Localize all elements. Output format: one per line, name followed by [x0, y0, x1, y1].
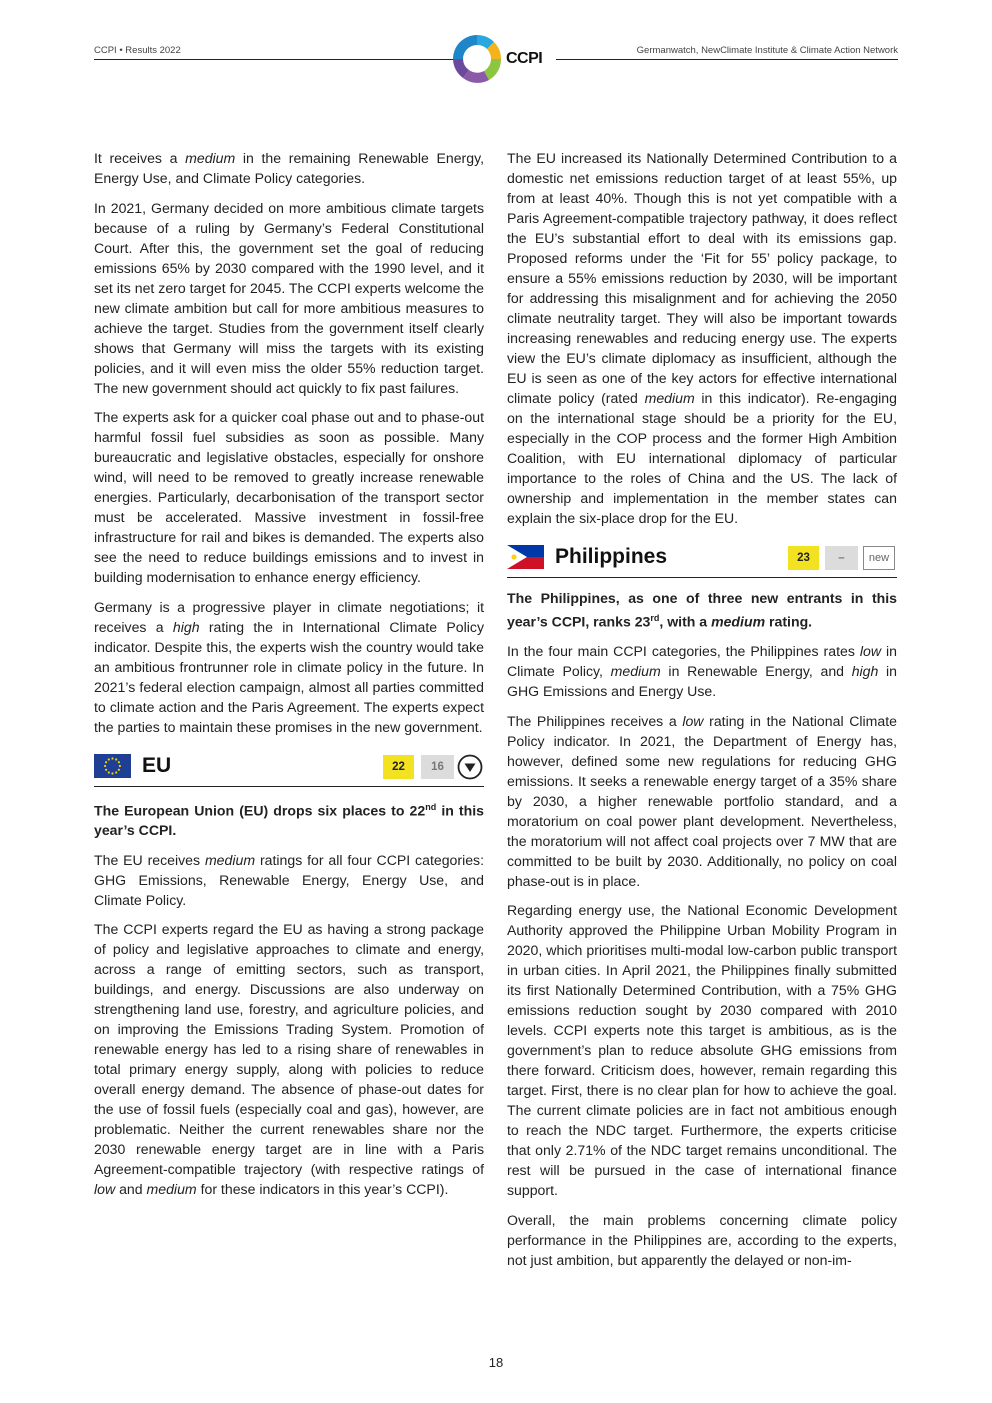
new-entrant-badge: new	[863, 546, 895, 570]
country-lead: The European Union (EU) drops six places to 22nd in this year’s CCPI.	[94, 801, 484, 839]
eu-flag-icon	[94, 754, 131, 778]
country-header-philippines	[507, 545, 897, 578]
header-divider-left	[94, 59, 456, 60]
previous-rank-badge: –	[825, 546, 858, 570]
paragraph: The CCPI experts regard the EU as having a strong package of policy and legislative approaches to climate and energy, across a range of emitting sectors, such as transport, buildings, and energy. Discussions are also underway on strengthening land use, forestry, and agriculture policies, and on improving the Emissions Trading System. Promotion of renewable energy has led to a rising share of renewables in total primary energy supply, along with policies to reduce overall energy demand. The absence of phase-out dates for the use of fossil fuels (especially coal and gas), however, are problematic. Neither the current renewables share nor the 2030 renewable energy target are in line with a Paris Agreement-compatible trajectory (with respective ratings of low and medium for these indicators in this year’s CCPI).	[94, 921, 484, 1198]
country-header-eu	[94, 754, 484, 787]
rank-badge: 22	[383, 755, 414, 779]
paragraph: The EU receives medium ratings for all four CCPI categories: GHG Emissions, Renewable Energy, Energy Use, and Climate Policy.	[94, 851, 484, 908]
paragraph: Regarding energy use, the National Economic Development Authority approved the Philippine Urban Mobility Program in 2020, which prioritises multi-modal low-carbon public transport in urban cities. In April 2021, the Philippines finally submitted its first Nationally Determined Contribution, with a 75% GHG emissions reduction sought by 2030 compared with 2010 levels. CCPI experts note this target is ambitious, as is the government’s plan to reduce absolute GHG emissions from there forward. Criticism does, however, remain regarding this target. First, there is no clear plan for how to achieve the goal. The current climate policies are in fact not ambitious enough to reach the NDC target. Furthermore, the experts criticise that only 2.71% of the NDC target remains unconditional. The rest will be pursued in the case of international finance support.	[507, 902, 897, 1199]
paragraph: In 2021, Germany decided on more ambitious climate targets because of a ruling by Germany’s Federal Constitutional Court. After this, the government set the goal of reducing emissions 65% by 2030 compared with the 1990 level, and it set its net zero target for 2045. The CCPI experts welcome the new climate ambition but call for more ambitious measures to achieve the target. Studies from the government itself clearly shows that Germany will miss the targets with its existing policies, and it will even miss the older 55% reduction target. The new government should act quickly to fix past failures.	[94, 199, 484, 396]
paragraph: Overall, the main problems concerning climate policy performance in the Philippines are, according to the experts, not just ambition, but apparently the delayed or non-im-	[507, 1211, 897, 1268]
header-left-text: CCPI • Results 2022	[94, 45, 181, 56]
header-divider-right	[556, 59, 898, 60]
right-column	[507, 148, 897, 1279]
country-lead: The Philippines, as one of three new entrants in this year’s CCPI, ranks 23rd, with a medium rating.	[507, 590, 897, 630]
philippines-flag-icon	[507, 545, 544, 569]
previous-rank-badge: 16	[421, 755, 454, 779]
paragraph: Germany is a progressive player in climate negotiations; it receives a high rating the in International Climate Policy indicator. Despite this, the experts wish the country would take an ambitious frontrunner role in climate policy in the future. In 2021’s federal election campaign, almost all parties committed to climate action and the Paris Agreement. The experts expect the parties to maintain these promises in the new government.	[94, 598, 484, 735]
rank-down-arrow-icon	[457, 754, 483, 780]
paragraph: In the four main CCPI categories, the Philippines rates low in Climate Policy, medium in Renewable Energy, and high in GHG Emissions and Energy Use.	[507, 643, 897, 700]
paragraph: The Philippines receives a low rating in the National Climate Policy indicator. In 2021, the Department of Energy has, however, defined some new regulations for reducing GHG emissions. It seeks a renewable energy target of a 35% share by 2030, a higher renewable portfolio standard, and a moratorium on coal power plant development. Nevertheless, the moratorium will not affect coal projects over 7 MW that are committed to be built by 2030. Additionally, no policy on coal phase-out is in place.	[507, 712, 897, 889]
left-column	[94, 148, 484, 1209]
rank-badge: 23	[788, 546, 819, 570]
paragraph: The EU increased its Nationally Determined Contribution to a domestic net emissions reduction target of at least 55%, up from at least 40%. Though this is not yet compatible with a Paris Agreement-compatible trajectory pathway, it does reflect the EU’s substantial effort to deal with its emissions gap. Proposed reforms under the ‘Fit for 55’ policy package, to ensure a 55% emissions reduction by 2030, will be important for addressing this misalignment and for achieving the 2050 climate neutrality target. They will also be important towards increasing renewables and reducing energy use. The experts view the EU’s climate diplomacy as insufficient, although the EU is seen as one of the key actors for effective international climate policy (rated medium in this indicator). Re-engaging on the international stage should be a priority for the EU, especially in the COP process and the former High Ambition Coalition, with EU international diplomacy of particular importance to the roles of China and the US. The lack of ownership and implementation in the member states can explain the six-place drop for the EU.	[507, 150, 897, 526]
header-right-text: Germanwatch, NewClimate Institute & Climate Action Network	[636, 45, 898, 56]
ccpi-logo-text: CCPI	[506, 50, 543, 67]
paragraph: It receives a medium in the remaining Renewable Energy, Energy Use, and Climate Policy categories.	[94, 150, 484, 186]
page-number: 18	[488, 1355, 504, 1370]
country-name: Philippines	[555, 545, 668, 568]
paragraph: The experts ask for a quicker coal phase out and to phase-out harmful fossil fuel subsidies as soon as possible. Many bureaucratic and legislative obstacles, especially for onshore wind, will need to be removed to greatly increase renewable energies. Particularly, decarbonisation of the transport sector must be accelerated. Massive investment in fossil-free infrastructure for rail and bikes is demanded. The experts also see the need to reduce buildings emissions and to invest in building modernisation to enhance energy efficiency.	[94, 409, 484, 585]
country-name: EU	[142, 753, 172, 777]
